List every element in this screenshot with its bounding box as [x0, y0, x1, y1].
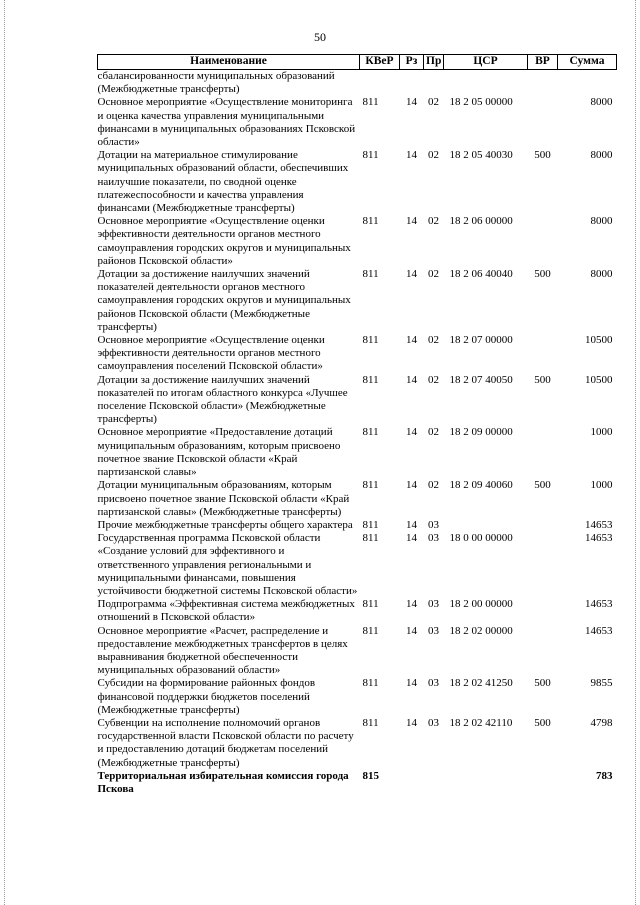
table-row	[98, 532, 617, 598]
cell-kver: 811	[362, 532, 379, 545]
cell-kver	[360, 70, 400, 97]
cell-vr	[528, 334, 558, 374]
cell-kver: 815	[362, 769, 379, 782]
cell-kver: 811	[362, 624, 379, 637]
cell-vr: 500	[534, 268, 551, 281]
cell-rz: 14	[406, 716, 417, 729]
cell-sum	[558, 70, 617, 97]
cell-vr: 500	[534, 373, 551, 386]
cell-name: Основное мероприятие «Осуществление оценки эффективности деятельности органов местного самоуправления поселений Псковской области»	[97, 334, 325, 373]
cell-sum: 14653	[585, 518, 613, 531]
cell-vr: 500	[534, 716, 551, 729]
cell-kver: 811	[362, 518, 379, 531]
cell-vr	[528, 625, 558, 678]
cell-vr	[528, 70, 558, 97]
cell-sum: 9855	[590, 677, 613, 690]
cell-kver: 811	[362, 716, 379, 729]
cell-name: Субвенции на исполнение полномочий органов государственной власти Псковской области по расчету и предоставлению дотаций бюджетам поселений (Межбюджетные трансферты)	[97, 716, 354, 769]
cell-vr	[528, 770, 558, 796]
header-name: Наименование	[98, 55, 360, 70]
cell-pr: 03	[428, 598, 439, 611]
cell-vr: 500	[534, 479, 551, 492]
cell-csr: 18 2 02 00000	[449, 624, 513, 637]
cell-csr: 18 2 06 00000	[449, 215, 513, 228]
cell-kver: 811	[362, 426, 379, 439]
cell-rz	[400, 770, 424, 796]
cell-kver: 811	[362, 215, 379, 228]
table-row	[98, 770, 617, 796]
cell-rz: 14	[406, 373, 417, 386]
cell-kver: 811	[362, 677, 379, 690]
cell-kver: 811	[362, 149, 379, 162]
table-row	[98, 519, 617, 532]
cell-sum: 14653	[585, 624, 613, 637]
cell-name: Основное мероприятие «Осуществление оценки эффективности деятельности органов местного самоуправления городских округов и муниципальных районов Псковской области»	[97, 215, 351, 267]
cell-csr: 18 2 02 42110	[449, 716, 513, 729]
table-body	[98, 70, 617, 797]
cell-pr: 02	[428, 149, 439, 162]
cell-name: Подпрограмма «Эффективная система межбюджетных отношений в Псковской области»	[97, 598, 355, 624]
cell-vr	[528, 96, 558, 149]
cell-csr: 18 2 09 00000	[449, 426, 513, 439]
cell-name: Основное мероприятие «Осуществление мониторинга и оценка качества управления муниципальными финансами в муниципальных образованиях Псковской области»	[97, 96, 356, 149]
cell-pr: 02	[428, 268, 439, 281]
cell-rz: 14	[406, 532, 417, 545]
cell-name: Дотации на материальное стимулирование муниципальных образований области, обеспечивших наилучшие показатели, по сводной оценке платежеспособности и качества управления финансами (Межбюджетные трансферты)	[97, 149, 349, 215]
table-row	[98, 96, 617, 149]
cell-vr: 500	[534, 677, 551, 690]
cell-name: Дотации за достижение наилучших значений показателей по итогам областного конкурса «Лучшее поселение Псковской области» (Межбюджетные трансферты)	[97, 373, 348, 426]
cell-rz: 14	[406, 149, 417, 162]
cell-vr	[528, 426, 558, 479]
cell-vr	[528, 532, 558, 598]
cell-kver: 811	[362, 479, 379, 492]
cell-sum: 10500	[585, 334, 613, 347]
cell-kver: 811	[362, 96, 379, 109]
cell-pr: 03	[428, 518, 439, 531]
table-header-row	[98, 55, 617, 70]
cell-csr: 18 2 02 41250	[449, 677, 513, 690]
cell-kver: 811	[362, 373, 379, 386]
header-sum: Сумма	[558, 55, 617, 70]
table-row	[98, 374, 617, 427]
cell-csr	[444, 519, 528, 532]
cell-kver: 811	[362, 598, 379, 611]
scan-edge-right	[635, 0, 636, 905]
cell-name: Прочие межбюджетные трансферты общего характера	[97, 518, 353, 531]
header-kver: КВеР	[360, 55, 400, 70]
cell-csr	[444, 70, 528, 97]
cell-pr: 02	[428, 479, 439, 492]
cell-csr: 18 2 06 40040	[449, 268, 513, 281]
cell-csr	[444, 770, 528, 796]
cell-rz: 14	[406, 334, 417, 347]
cell-csr: 18 2 00 00000	[449, 598, 513, 611]
cell-rz: 14	[406, 624, 417, 637]
cell-pr: 02	[428, 215, 439, 228]
table-row	[98, 598, 617, 624]
page-number: 50	[314, 30, 326, 44]
cell-rz: 14	[406, 518, 417, 531]
cell-name: Основное мероприятие «Расчет, распределение и предоставление межбюджетных трансфертов в целях выравнивания бюджетной обеспеченности муниципальных образований области»	[97, 624, 348, 677]
cell-rz: 14	[406, 268, 417, 281]
cell-rz: 14	[406, 96, 417, 109]
scan-edge-left	[4, 0, 5, 905]
table-row	[98, 268, 617, 334]
cell-vr	[528, 598, 558, 624]
cell-pr: 03	[428, 532, 439, 545]
table-row	[98, 215, 617, 268]
cell-rz: 14	[406, 677, 417, 690]
table-row	[98, 677, 617, 717]
cell-name: Дотации муниципальным образованиям, которым присвоено почетное звание Псковской области «Край партизанской славы» (Межбюджетные трансферты)	[97, 479, 350, 518]
cell-rz: 14	[406, 479, 417, 492]
cell-name: Основное мероприятие «Предоставление дотаций муниципальным образованиям, которым присвоено почетное звание Псковской области «Край партизанской славы»	[97, 426, 341, 479]
cell-csr: 18 2 07 40050	[449, 373, 513, 386]
header-pr: Пр	[424, 55, 444, 70]
cell-kver: 811	[362, 334, 379, 347]
budget-table	[97, 54, 617, 796]
cell-name: Государственная программа Псковской области «Создание условий для эффективного и ответственного управления региональными и муниципальными финансами, повышения устойчивости бюджетной системы Псковской области»	[97, 532, 358, 597]
cell-sum: 8000	[590, 215, 613, 228]
cell-name: Дотации за достижение наилучших значений показателей деятельности органов местного самоуправления городских округов и муниципальных районов Псковской области (Межбюджетные трансферты)	[97, 268, 351, 333]
cell-sum: 8000	[590, 149, 613, 162]
cell-csr: 18 2 05 00000	[449, 96, 513, 109]
cell-rz: 14	[406, 215, 417, 228]
cell-sum: 1000	[590, 479, 613, 492]
cell-sum: 10500	[585, 373, 613, 386]
cell-csr: 18 2 05 40030	[449, 149, 513, 162]
table-row	[98, 426, 617, 479]
header-rz: Рз	[400, 55, 424, 70]
cell-pr: 02	[428, 334, 439, 347]
cell-pr	[424, 70, 444, 97]
cell-name: Территориальная избирательная комиссия города Пскова	[97, 769, 349, 795]
cell-name: Субсидии на формирование районных фондов финансовой поддержки бюджетов поселений (Межбюджетные трансферты)	[97, 677, 316, 716]
cell-sum: 8000	[590, 96, 613, 109]
table-row	[98, 479, 617, 519]
cell-sum: 14653	[585, 532, 613, 545]
cell-csr: 18 2 07 00000	[449, 334, 513, 347]
cell-kver: 811	[362, 268, 379, 281]
cell-rz: 14	[406, 598, 417, 611]
cell-csr: 18 0 00 00000	[449, 532, 513, 545]
cell-pr: 02	[428, 373, 439, 386]
cell-name: сбалансированности муниципальных образований (Межбюджетные трансферты)	[97, 70, 335, 96]
cell-vr: 500	[534, 149, 551, 162]
table-row	[98, 334, 617, 374]
cell-pr: 03	[428, 677, 439, 690]
cell-sum: 1000	[590, 426, 613, 439]
cell-csr: 18 2 09 40060	[449, 479, 513, 492]
cell-pr: 02	[428, 96, 439, 109]
cell-pr: 03	[428, 624, 439, 637]
cell-pr: 03	[428, 716, 439, 729]
table-row	[98, 625, 617, 678]
cell-sum: 783	[596, 769, 613, 782]
cell-pr	[424, 770, 444, 796]
cell-rz	[400, 70, 424, 97]
cell-vr	[528, 215, 558, 268]
header-vr: ВР	[528, 55, 558, 70]
table-row	[98, 717, 617, 770]
cell-sum: 8000	[590, 268, 613, 281]
cell-pr: 02	[428, 426, 439, 439]
cell-sum: 4798	[590, 716, 613, 729]
cell-sum: 14653	[585, 598, 613, 611]
header-csr: ЦСР	[444, 55, 528, 70]
table-row	[98, 70, 617, 97]
cell-rz: 14	[406, 426, 417, 439]
table-row	[98, 149, 617, 215]
cell-vr	[528, 519, 558, 532]
